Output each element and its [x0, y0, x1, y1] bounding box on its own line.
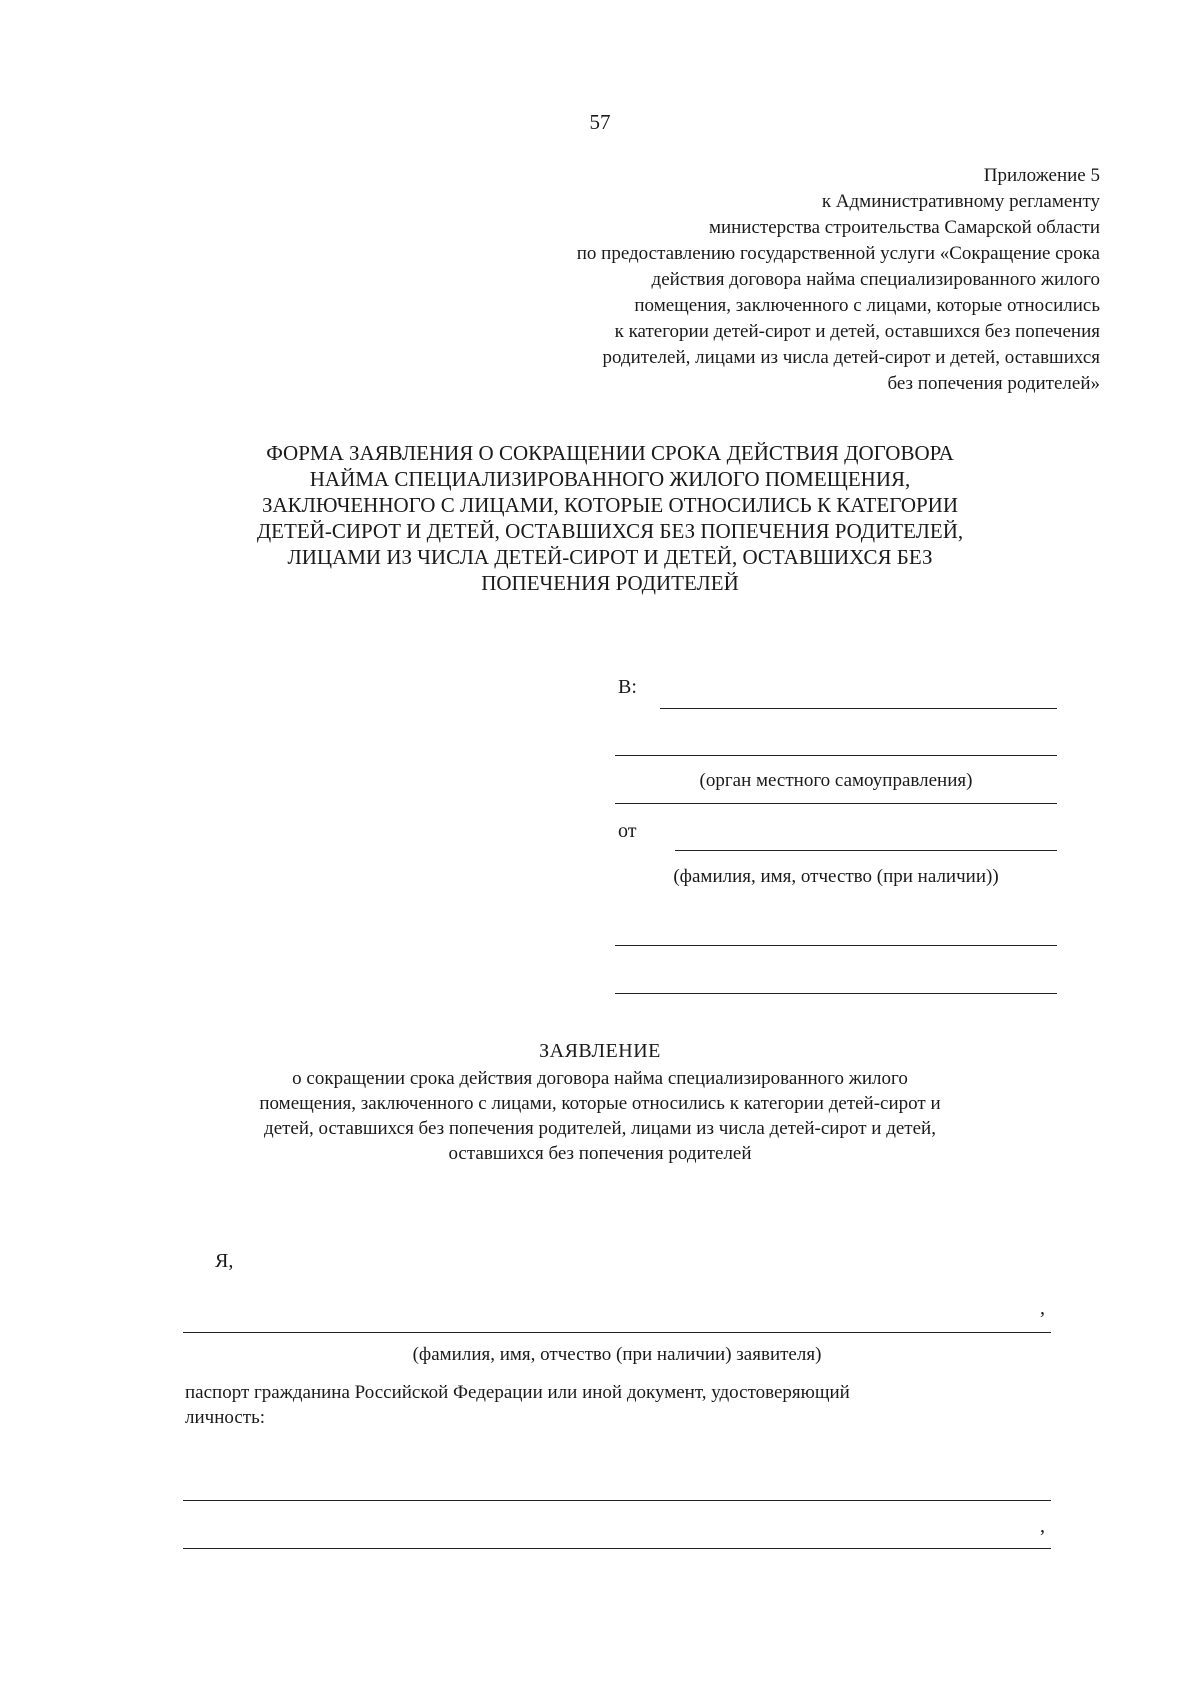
- from-field-line-3[interactable]: [615, 993, 1057, 994]
- from-field-line-1[interactable]: [675, 850, 1057, 851]
- form-title-line: ЛИЦАМИ ИЗ ЧИСЛА ДЕТЕЙ-СИРОТ И ДЕТЕЙ, ОСТАВШИХСЯ БЕЗ: [287, 545, 933, 569]
- passport-comma: ,: [1040, 1515, 1045, 1537]
- to-caption: (орган местного самоуправления): [699, 770, 973, 791]
- from-label: от: [618, 820, 637, 842]
- form-title-line: ДЕТЕЙ-СИРОТ И ДЕТЕЙ, ОСТАВШИХСЯ БЕЗ ПОПЕЧЕНИЯ РОДИТЕЛЕЙ,: [256, 519, 964, 543]
- passport-line: паспорт гражданина Российской Федерации или иной документ, удостоверяющий: [185, 1382, 850, 1403]
- form-title-line: ФОРМА ЗАЯВЛЕНИЯ О СОКРАЩЕНИИ СРОКА ДЕЙСТВИЯ ДОГОВОРА: [266, 441, 954, 465]
- appendix-line: помещения, заключенного с лицами, которые относились: [634, 295, 1100, 316]
- form-title-line: НАЙМА СПЕЦИАЛИЗИРОВАННОГО ЖИЛОГО ПОМЕЩЕНИЯ,: [309, 467, 911, 491]
- passport-field-line-1[interactable]: [183, 1500, 1051, 1501]
- to-field-line-2[interactable]: [615, 755, 1057, 756]
- passport-field-line-2[interactable]: [183, 1548, 1051, 1549]
- appendix-line: по предоставлению государственной услуги «Сокращение срока: [576, 243, 1100, 264]
- applicant-i-label: Я,: [215, 1250, 234, 1272]
- from-caption: (фамилия, имя, отчество (при наличии)): [673, 866, 999, 887]
- applicant-comma: ,: [1040, 1297, 1045, 1319]
- appendix-line: к Административному регламенту: [821, 191, 1100, 212]
- form-title-line: ПОПЕЧЕНИЯ РОДИТЕЛЕЙ: [481, 571, 739, 595]
- applicant-name-caption: (фамилия, имя, отчество (при наличии) заявителя): [412, 1344, 822, 1365]
- to-label: В:: [618, 676, 637, 698]
- form-title-line: ЗАКЛЮЧЕННОГО С ЛИЦАМИ, КОТОРЫЕ ОТНОСИЛИСЬ К КАТЕГОРИИ: [261, 493, 958, 517]
- appendix-line: Приложение 5: [983, 165, 1100, 186]
- applicant-name-line[interactable]: [183, 1332, 1051, 1333]
- statement-subtitle: [170, 1066, 1030, 1166]
- appendix-line: действия договора найма специализированного жилого: [651, 269, 1100, 290]
- statement-line: о сокращении срока действия договора найма специализированного жилого: [292, 1068, 908, 1089]
- statement-line: помещения, заключенного с лицами, которые относились к категории детей-сирот и: [259, 1093, 941, 1114]
- form-title: [180, 440, 1040, 596]
- passport-label: [185, 1380, 1045, 1430]
- appendix-header: [380, 163, 1100, 397]
- from-field-line-2[interactable]: [615, 945, 1057, 946]
- appendix-line: к категории детей-сирот и детей, оставшихся без попечения: [614, 321, 1100, 342]
- passport-line: личность:: [185, 1407, 266, 1428]
- to-field-line-1[interactable]: [660, 708, 1057, 709]
- appendix-line: министерства строительства Самарской области: [708, 217, 1100, 238]
- statement-line: оставшихся без попечения родителей: [448, 1143, 752, 1164]
- to-field-line-3[interactable]: [615, 803, 1057, 804]
- appendix-line: без попечения родителей»: [887, 373, 1100, 394]
- appendix-line: родителей, лицами из числа детей-сирот и детей, оставшихся: [602, 347, 1100, 368]
- statement-line: детей, оставшихся без попечения родителей, лицами из числа детей-сирот и детей,: [264, 1118, 936, 1139]
- page-number: 57: [589, 110, 611, 134]
- statement-heading: ЗАЯВЛЕНИЕ: [539, 1040, 661, 1062]
